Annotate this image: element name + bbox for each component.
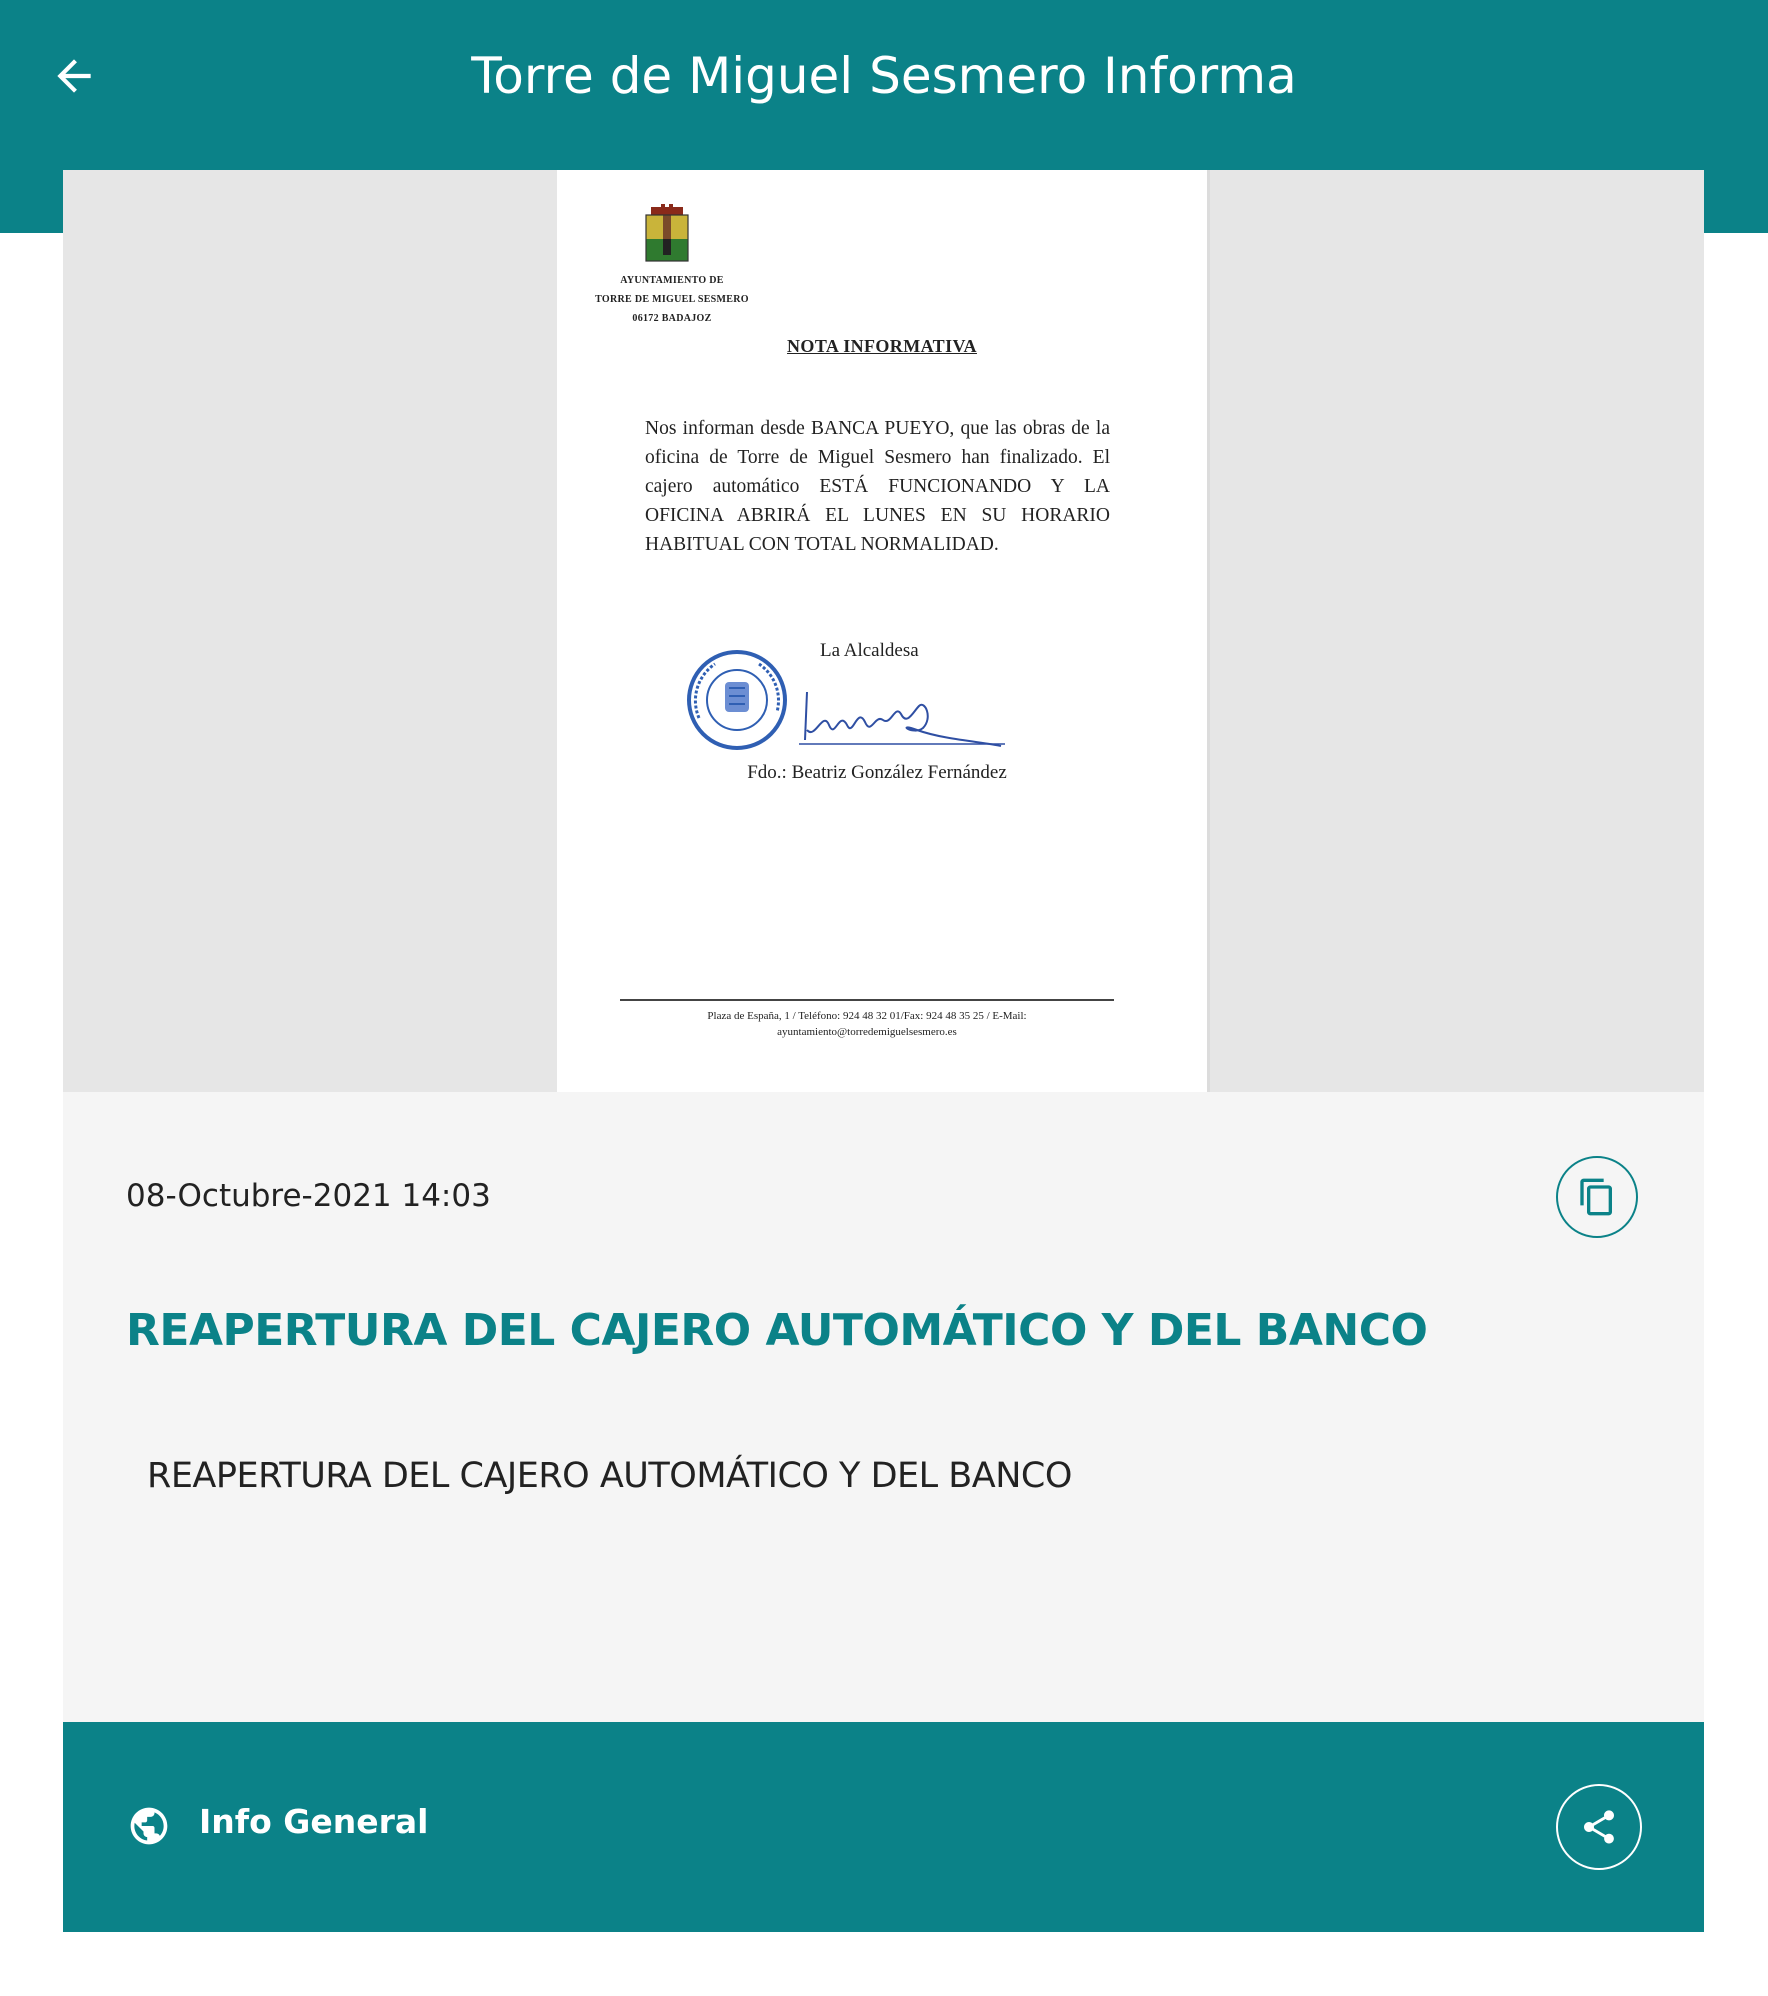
signature-icon [795, 670, 1015, 750]
signature-title: La Alcaldesa [820, 640, 919, 661]
official-stamp-icon [685, 648, 789, 752]
document-body: Nos informan desde BANCA PUEYO, que las obras de la oficina de Torre de Miguel Sesmero han finalizado. El cajero automático ESTÁ FUNCIONANDO Y LA OFICINA ABRIRÁ EL LUNES EN SU HORARIO HABITUAL CON TOTAL NORMALIDAD. [645, 418, 1110, 555]
document-heading: NOTA INFORMATIVA [787, 336, 977, 356]
document-footer [637, 1008, 1097, 1040]
card-footer [63, 1722, 1704, 1932]
share-button[interactable] [1556, 1784, 1642, 1870]
document-footer-line: ayuntamiento@torredemiguelsesmero.es [777, 1026, 957, 1038]
post-body: REAPERTURA DEL CAJERO AUTOMÁTICO Y DEL BANCO [147, 1456, 1072, 1496]
issuer-line: TORRE DE MIGUEL SESMERO [595, 294, 749, 305]
issuer-line: 06172 BADAJOZ [632, 313, 712, 324]
document-divider [620, 999, 1114, 1001]
globe-icon [127, 1804, 171, 1848]
copy-icon [1577, 1177, 1617, 1217]
issuer-block [587, 271, 757, 328]
document-footer-line: Plaza de España, 1 / Teléfono: 924 48 32 01/Fax: 924 48 35 25 / E-Mail: [707, 1010, 1027, 1022]
post-headline: REAPERTURA DEL CAJERO AUTOMÁTICO Y DEL BANCO [126, 1305, 1428, 1356]
issuer-line: AYUNTAMIENTO DE [620, 275, 724, 286]
page-title: Torre de Miguel Sesmero Informa [471, 47, 1297, 105]
signature-name: Fdo.: Beatriz González Fernández [747, 762, 1007, 783]
share-icon [1579, 1807, 1619, 1847]
crest-icon [643, 204, 691, 266]
post-date: 08-Octubre-2021 14:03 [126, 1178, 491, 1214]
news-image[interactable] [63, 170, 1704, 1092]
news-card [63, 170, 1704, 1932]
copy-button[interactable] [1556, 1156, 1638, 1238]
category-label[interactable]: Info General [199, 1802, 429, 1841]
document-page [557, 170, 1210, 1092]
